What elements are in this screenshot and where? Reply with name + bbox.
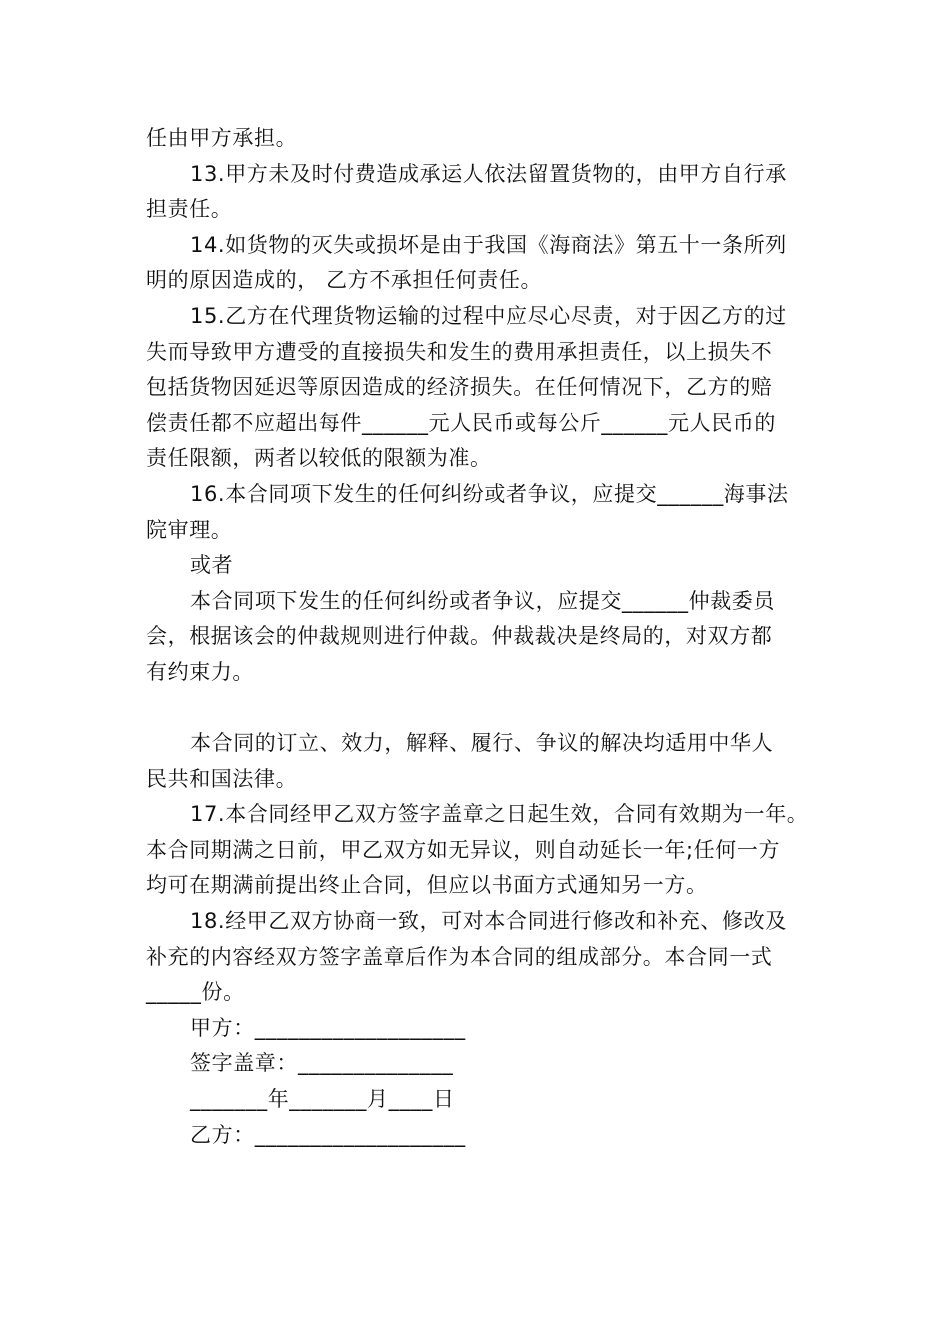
text-line: 13.甲方未及时付费造成承运人依法留置货物的，由甲方自行承 [190, 161, 787, 186]
text-line: 院审理。 [146, 517, 233, 542]
text-line: _____份。 [146, 980, 245, 1005]
text-line: 签字盖章：______________ [190, 1051, 454, 1076]
text-line: 担责任。 [146, 197, 233, 222]
text-line: 甲方：___________________ [190, 1015, 466, 1040]
text-line: 有约束力。 [146, 659, 254, 684]
text-line: 补充的内容经双方签字盖章后作为本合同的组成部分。本合同一式 [146, 944, 773, 969]
text-line: 乙方：___________________ [190, 1122, 466, 1147]
text-line: 均可在期满前提出终止合同，但应以书面方式通知另一方。 [146, 873, 708, 898]
text-line: _______年_______月____日 [190, 1087, 455, 1112]
text-line: 18.经甲乙双方协商一致，可对本合同进行修改和补充、修改及 [190, 909, 787, 934]
text-line: 本合同期满之日前，甲乙双方如无异议，则自动延长一年;任何一方 [146, 837, 781, 862]
blank-line [146, 691, 808, 727]
text-line: 包括货物因延迟等原因造成的经济损失。在任何情况下，乙方的赔 [146, 375, 773, 400]
text-line: 任由甲方承担。 [146, 126, 298, 150]
text-line: 偿责任都不应超出每件______元人民币或每公斤______元人民币的 [146, 410, 776, 435]
text-line: 明的原因造成的， 乙方不承担任何责任。 [146, 268, 543, 293]
text-line: 15.乙方在代理货物运输的过程中应尽心尽责，对于因乙方的过 [190, 303, 787, 328]
contract-body [146, 121, 808, 1153]
text-line: 失而导致甲方遭受的直接损失和发生的费用承担责任，以上损失不 [146, 339, 773, 364]
text-line: 会，根据该会的仲裁规则进行仲裁。仲裁裁决是终局的，对双方都 [146, 624, 773, 649]
text-line: 本合同项下发生的任何纠纷或者争议，应提交______仲裁委员 [190, 588, 775, 613]
text-line: 责任限额，两者以较低的限额为准。 [146, 446, 492, 471]
text-line: 17.本合同经甲乙双方签字盖章之日起生效，合同有效期为一年。 [190, 802, 809, 827]
text-line: 16.本合同项下发生的任何纠纷或者争议，应提交______海事法 [190, 481, 789, 506]
text-line: 14.如货物的灭失或损坏是由于我国《海商法》第五十一条所列 [190, 232, 787, 257]
text-line: 或者 [190, 553, 234, 578]
text-line: 民共和国法律。 [146, 766, 298, 791]
text-line: 本合同的订立、效力，解释、履行、争议的解决均适用中华人 [190, 731, 774, 756]
